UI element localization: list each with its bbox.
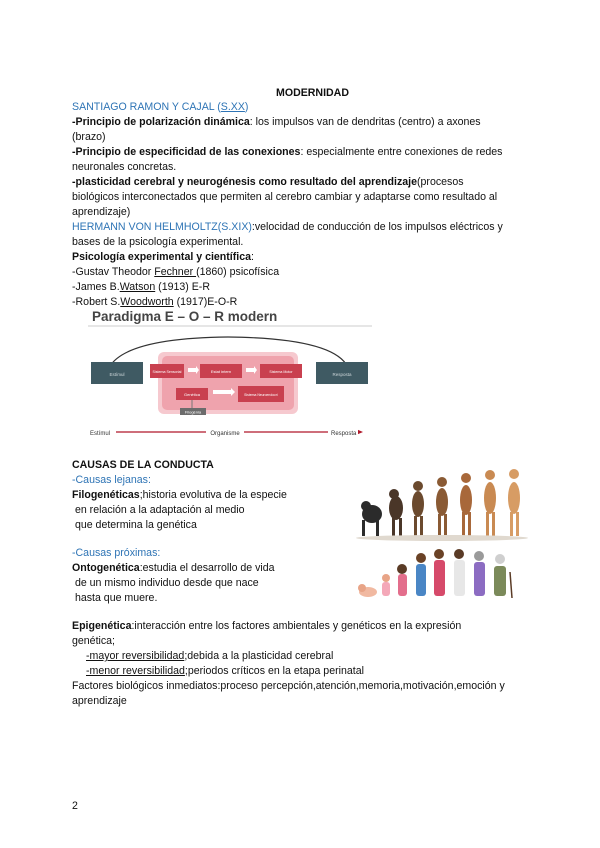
psych-heading-colon: :: [251, 251, 254, 263]
menor-reversibilidad: -menor reversibilidad: [86, 665, 185, 677]
ontogenetica-line: [72, 561, 275, 576]
principle-3-text: (procesos: [417, 176, 464, 188]
diagram-stimulus-label: Estímul: [109, 372, 125, 377]
cajal-heading: [72, 100, 248, 115]
psych-item-post: (1913) E-R: [155, 281, 210, 293]
diagram-inner-sensory: Sistema Sensorial: [152, 370, 182, 374]
life-stages-image: [356, 546, 526, 604]
helmholtz-text: :velocidad de conducción de los impulsos eléctricos y: [251, 221, 503, 233]
causas-proximas: -Causas próximas:: [72, 547, 161, 559]
diagram-axis-organism: Organisme: [210, 431, 240, 437]
ontogenetica-title: Ontogenética: [72, 562, 140, 574]
diagram-inner-state: Estat intern: [210, 369, 232, 374]
epigenetica-cont: genética;: [72, 635, 115, 647]
psych-item-post: (1860) psicofísica: [196, 266, 280, 278]
epigenetica-title: Epigenética: [72, 620, 132, 632]
cajal-close: ): [244, 101, 249, 113]
psych-heading-text: Psicología experimental y científica: [72, 251, 251, 263]
psych-item-fechner: [72, 265, 279, 280]
principle-1-text: : los impulsos van de dendritas (centro) a axones: [249, 116, 481, 128]
menor-reversibilidad-text: ;periodos críticos en la etapa perinatal: [184, 665, 364, 677]
cajal-century-link[interactable]: S.XX: [220, 101, 245, 113]
ontogenetica-cont: de un mismo individuo desde que nace: [72, 577, 259, 589]
diagram-inner-phylogeny: Filogènia: [184, 409, 202, 415]
cajal-principle-3: [72, 175, 464, 190]
helmholtz-line: [72, 220, 503, 235]
causas-lejanas: -Causas lejanas:: [72, 474, 151, 486]
psych-heading: [72, 250, 254, 265]
ontogenetica-cont2: hasta que muere.: [72, 592, 158, 604]
psych-item-name[interactable]: Watson: [119, 281, 156, 293]
human-evolution-image: [352, 462, 532, 542]
diagram-response-label: Resposta: [332, 372, 352, 377]
psych-item-post: (1917)E-O-R: [173, 296, 238, 308]
ontogenetica-text: :estudia el desarrollo de vida: [139, 562, 275, 574]
filogeneticas-cont: en relación a la adaptación al medio: [72, 504, 245, 516]
principle-3-title: -plasticidad cerebral y neurogénesis como resultado del aprendizaje: [72, 176, 417, 188]
page-title: MODERNIDAD: [276, 87, 349, 99]
cajal-name: SANTIAGO RAMON Y CAJAL (: [72, 101, 221, 113]
factores-cont: aprendizaje: [72, 695, 127, 707]
principle-2-title: -Principio de especificidad de las conexiones: [72, 146, 301, 158]
cajal-principle-1: [72, 115, 481, 130]
cajal-principle-1-cont: (brazo): [72, 131, 106, 143]
epigenetica-item-2: [86, 664, 364, 679]
principle-1-title: -Principio de polarización dinámica: [72, 116, 250, 128]
filogeneticas-title: Filogenéticas: [72, 489, 140, 501]
epigenetica-line: [72, 619, 461, 634]
filogeneticas-line: [72, 488, 287, 503]
psych-item-pre: -Gustav Theodor: [72, 266, 155, 278]
diagram-inner-genetics: Genètica: [183, 392, 201, 397]
cajal-principle-3-cont: biológicos interconectados que permiten al cerebro cambiar y adaptarse como resultado al: [72, 191, 498, 203]
cajal-principle-2-cont: neuronales concretas.: [72, 161, 177, 173]
mayor-reversibilidad: -mayor reversibilidad: [86, 650, 185, 662]
page-number: 2: [72, 800, 78, 812]
helmholtz-name: HERMANN VON HELMHOLTZ(S.XIX): [72, 221, 252, 233]
helmholtz-line-cont: bases de la psicología experimental.: [72, 236, 244, 248]
diagram-title: Paradigma E – O – R modern: [92, 309, 278, 324]
paradigm-diagram: [88, 304, 372, 442]
principle-2-text: : especialmente entre conexiones de redes: [300, 146, 503, 158]
filogeneticas-cont2: que determina la genética: [72, 519, 197, 531]
diagram-inner-motor: Sistema Motor: [269, 370, 293, 374]
epigenetica-item-1: [86, 649, 333, 664]
psych-item-name[interactable]: Fechner: [154, 266, 197, 278]
diagram-axis-stimulus: Estímul: [90, 431, 111, 437]
psych-item-pre: -Robert S.: [72, 296, 121, 308]
psych-item-pre: -James B.: [72, 281, 120, 293]
mayor-reversibilidad-text: ;debida a la plasticidad cerebral: [184, 650, 334, 662]
psych-item-name[interactable]: Woodworth: [120, 296, 174, 308]
cajal-principle-2: [72, 145, 502, 160]
causas-heading: CAUSAS DE LA CONDUCTA: [72, 459, 214, 471]
diagram-inner-neuro: Sistema Neuroendocrí: [244, 393, 278, 397]
cajal-principle-3-cont2: aprendizaje): [72, 206, 131, 218]
psych-item-watson: [72, 280, 210, 295]
filogeneticas-text: ;historia evolutiva de la especie: [139, 489, 287, 501]
factores-line: Factores biológicos inmediatos:proceso percepción,atención,memoria,motivación,emoción y: [72, 680, 505, 692]
diagram-axis-response: Resposta: [331, 431, 357, 437]
epigenetica-text: :interacción entre los factores ambientales y genéticos en la expresión: [131, 620, 462, 632]
